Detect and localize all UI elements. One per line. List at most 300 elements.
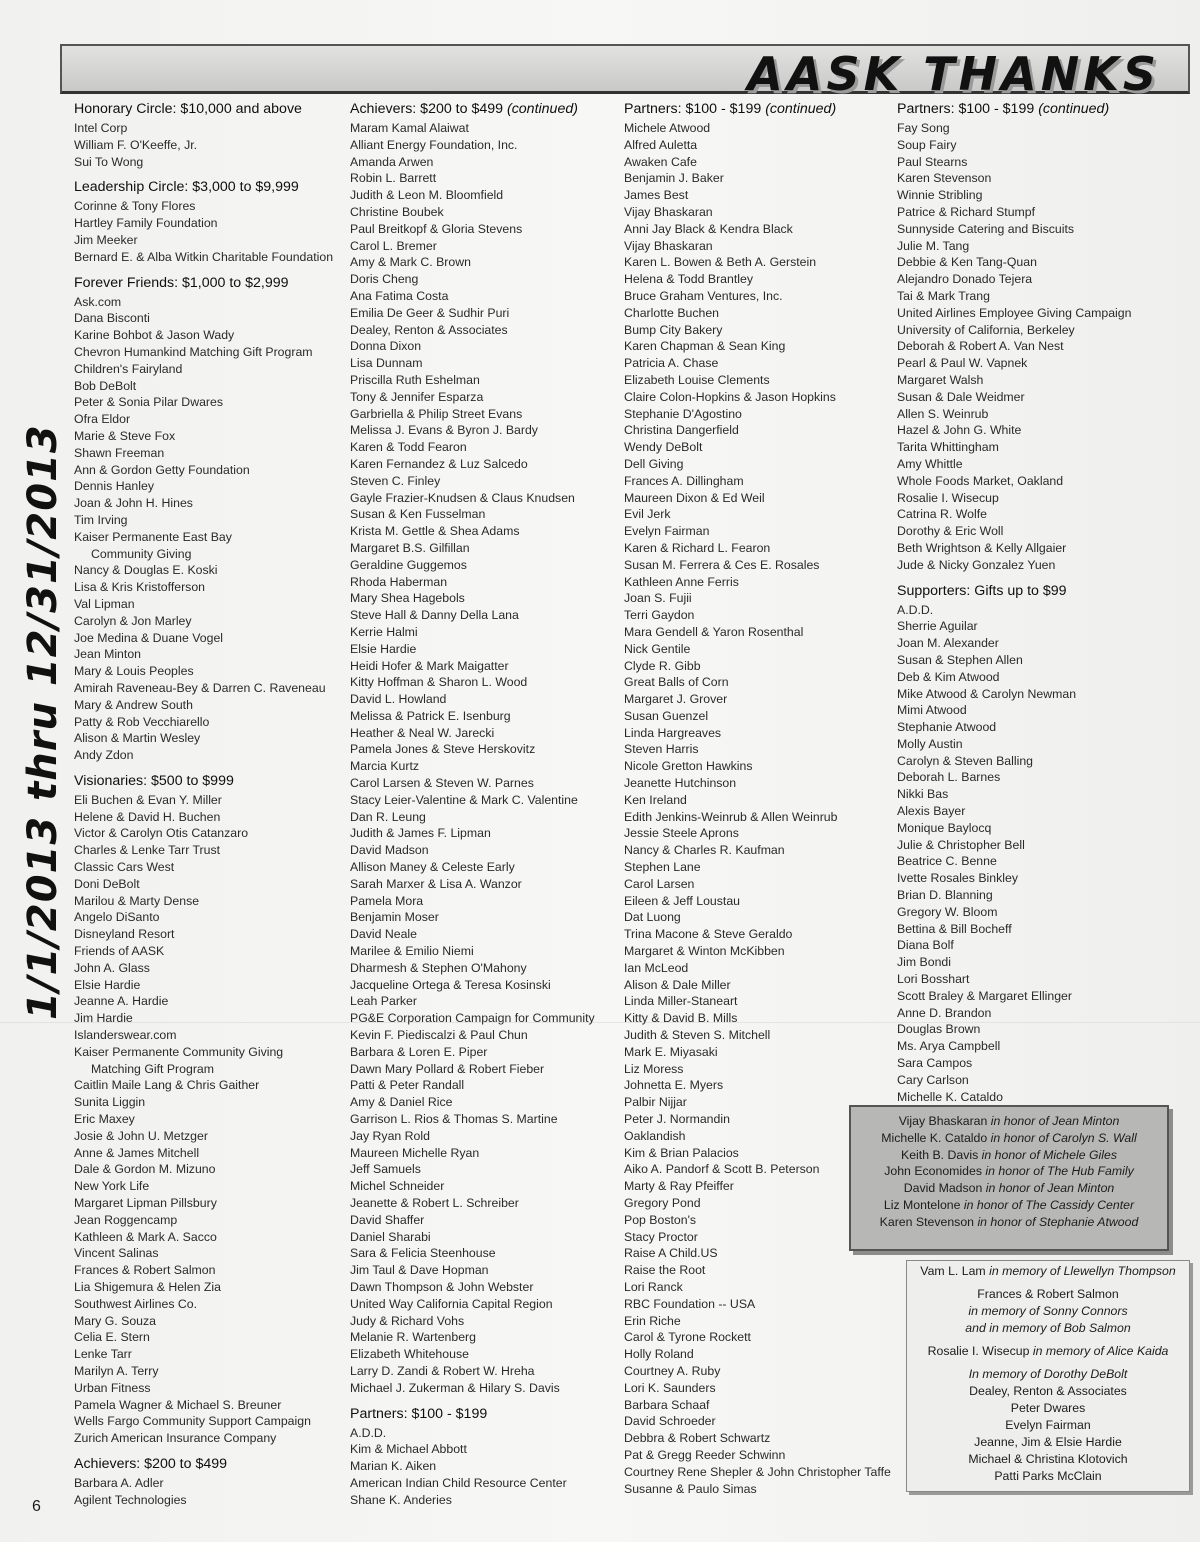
- donor-name: Douglas Brown: [897, 1022, 981, 1037]
- donor-name: Kitty & David B. Mills: [624, 1011, 738, 1026]
- donor-name: Raise the Root: [624, 1263, 706, 1278]
- continued-label: (continued): [1038, 101, 1110, 117]
- section-heading: [74, 275, 344, 292]
- section-heading: [350, 101, 620, 118]
- donor-name: Elsie Hardie: [74, 977, 141, 992]
- donor-name: Community Giving: [91, 546, 192, 561]
- donor-name: Linda Miller-Staneart: [624, 994, 738, 1009]
- donor-name: Kim & Brian Palacios: [624, 1145, 739, 1160]
- donor-name: Karen Stevenson: [897, 171, 992, 186]
- donor-name: Carolyn & Jon Marley: [74, 613, 192, 628]
- donor-name: Marilee & Emilio Niemi: [350, 944, 474, 959]
- donor-name: Barbara A. Adler: [74, 1475, 164, 1490]
- donor-name: Dat Luong: [624, 910, 681, 925]
- memory-tribute-line: [911, 1417, 1185, 1434]
- donor-name: Jim Taul & Dave Hopman: [350, 1263, 489, 1278]
- donor-name: Patricia A. Chase: [624, 356, 719, 371]
- tribute-donor: Michael & Christina Klotovich: [968, 1452, 1128, 1466]
- donor-name: Geraldine Guggemos: [350, 557, 467, 572]
- donor-name: David Schroeder: [624, 1414, 716, 1429]
- donor-name: Paul Breitkopf & Gloria Stevens: [350, 221, 523, 236]
- tribute-donor: Dealey, Renton & Associates: [969, 1384, 1127, 1398]
- tribute-donor: Patti Parks McClain: [994, 1469, 1102, 1483]
- honor-tribute-line: [855, 1197, 1163, 1214]
- donor-name: Krista M. Gettle & Shea Adams: [350, 524, 520, 539]
- donor-name: Melanie R. Wartenberg: [350, 1330, 476, 1345]
- donor-name: Mark E. Miyasaki: [624, 1044, 718, 1059]
- donor-name: Helena & Todd Brantley: [624, 272, 753, 287]
- donor-name: United Way California Capital Region: [350, 1296, 553, 1311]
- tribute-donor: Vijay Bhaskaran: [898, 1114, 988, 1128]
- section-gap: [350, 1397, 620, 1403]
- donor-name: Margaret J. Grover: [624, 692, 728, 707]
- donor-name: Jude & Nicky Gonzalez Yuen: [897, 557, 1056, 572]
- tribute-donor: Liz Montelone: [883, 1197, 961, 1212]
- donor-name: RBC Foundation -- USA: [624, 1296, 756, 1311]
- section-heading: [350, 1406, 620, 1423]
- donor-name: United Airlines Employee Giving Campaign: [897, 305, 1132, 320]
- donor-name: Erin Riche: [624, 1313, 681, 1328]
- donor-name: Classic Cars West: [74, 860, 175, 875]
- donor-column-4: [897, 98, 1187, 1105]
- donor-name: Rhoda Haberman: [350, 574, 448, 589]
- section-heading-text: Achievers: $200 to $499: [74, 1455, 228, 1472]
- section-heading-text: Partners: $100 - $199: [350, 1405, 488, 1422]
- donor-name: Benjamin Moser: [350, 910, 439, 925]
- donor-name: Zurich American Insurance Company: [74, 1431, 277, 1446]
- donor-name: Oaklandish: [624, 1128, 686, 1143]
- donor-name: Emilia De Geer & Sudhir Puri: [350, 305, 510, 320]
- donor-name: Pamela Jones & Steve Herskovitz: [350, 742, 536, 757]
- donor-name: Catrina R. Wolfe: [897, 507, 987, 522]
- section-heading-text: Partners: $100 - $199: [897, 101, 1035, 117]
- donor-name: Sara & Felicia Steenhouse: [350, 1246, 496, 1261]
- donor-name: Daniel Sharabi: [350, 1229, 431, 1244]
- donor-name: Tarita Whittingham: [897, 440, 999, 455]
- donor-name: Steven Harris: [624, 742, 699, 757]
- donor-name: Frances A. Dillingham: [624, 473, 744, 488]
- donor-name: Michael J. Zukerman & Hilary S. Davis: [350, 1380, 560, 1395]
- donor-name: Dawn Mary Pollard & Robert Fieber: [350, 1061, 545, 1076]
- memory-tribute-line: [911, 1434, 1185, 1451]
- continued-label: (continued): [506, 101, 578, 117]
- donor-name: Karine Bohbot & Jason Wady: [74, 328, 235, 343]
- donor-name: Gayle Frazier-Knudsen & Claus Knudsen: [350, 490, 575, 505]
- donor-name: Caitlin Maile Lang & Chris Gaither: [74, 1078, 260, 1093]
- section-heading: [74, 773, 344, 790]
- donor-name: Ann & Gordon Getty Foundation: [74, 462, 250, 477]
- tribute-donor: Michelle K. Cataldo: [881, 1130, 988, 1145]
- donor-column-1: [74, 98, 344, 1509]
- date-range-label: 1/1/2013 thru 12/31/2013: [20, 424, 66, 1020]
- donor-name: Terri Gaydon: [624, 608, 695, 623]
- donor-name: Aiko A. Pandorf & Scott B. Peterson: [624, 1162, 820, 1177]
- donor-name: Winnie Stribling: [897, 188, 983, 203]
- donor-name: Raise A Child.US: [624, 1246, 718, 1261]
- donor-name: Shawn Freeman: [74, 445, 165, 460]
- donor-name: Michelle K. Cataldo: [897, 1089, 1003, 1104]
- memory-tribute-line: [911, 1383, 1185, 1400]
- donor-name: Matching Gift Program: [91, 1061, 215, 1076]
- donor-name: Jessie Steele Aprons: [624, 826, 739, 841]
- section-gap: [74, 764, 344, 770]
- donor-name: Karen Chapman & Sean King: [624, 339, 786, 354]
- tribute-note: in honor of Carolyn S. Wall: [990, 1130, 1137, 1145]
- donor-name: Michel Schneider: [350, 1179, 445, 1194]
- donor-name: Debbra & Robert Schwartz: [624, 1431, 771, 1446]
- tribute-note: in honor of Jean Minton: [985, 1181, 1115, 1196]
- donor-name: Judith & Steven S. Mitchell: [624, 1028, 771, 1043]
- donor-name: Stacy Leier-Valentine & Mark C. Valentine: [350, 792, 578, 807]
- donor-name: Barbara & Loren E. Piper: [350, 1044, 488, 1059]
- donor-name: Mara Gendell & Yaron Rosenthal: [624, 624, 804, 639]
- donor-name: Patrice & Richard Stumpf: [897, 204, 1036, 219]
- donor-name: Tim Irving: [74, 512, 128, 527]
- donor-name: Marilyn A. Terry: [74, 1363, 159, 1378]
- honor-tribute-line: [855, 1147, 1163, 1164]
- donor-name: Cary Carlson: [897, 1072, 969, 1087]
- donor-name: Carol Larsen & Steven W. Parnes: [350, 776, 534, 791]
- donor-name: Heidi Hofer & Mark Maigatter: [350, 658, 509, 673]
- donor-name: Mary G. Souza: [74, 1313, 157, 1328]
- memory-tribute-line: [911, 1343, 1185, 1360]
- donor-name: Paul Stearns: [897, 154, 968, 169]
- memory-tribute-line: [911, 1263, 1185, 1280]
- section-heading-text: Visionaries: $500 to $999: [74, 772, 234, 789]
- donor-name: Hartley Family Foundation: [74, 216, 218, 231]
- donor-name: Nancy & Charles R. Kaufman: [624, 843, 785, 858]
- donor-name: Wells Fargo Community Support Campaign: [74, 1414, 311, 1429]
- donor-name: Angelo DiSanto: [74, 910, 160, 925]
- donor-name: Karen & Todd Fearon: [350, 440, 467, 455]
- donor-name: Gregory W. Bloom: [897, 904, 998, 919]
- section-heading-text: Achievers: $200 to $499: [350, 101, 504, 117]
- donor-name: Sherrie Aguilar: [897, 619, 978, 634]
- donor-name: Maram Kamal Alaiwat: [350, 121, 469, 135]
- donor-name: Pop Boston's: [624, 1212, 697, 1227]
- donor-name: Alison & Martin Wesley: [74, 731, 201, 746]
- memory-tribute-line: [911, 1468, 1185, 1485]
- donor-name: Agilent Technologies: [74, 1492, 187, 1507]
- donor-name: American Indian Child Resource Center: [350, 1475, 567, 1490]
- donor-name: Doni DeBolt: [74, 876, 140, 891]
- tribute-note: in honor of The Hub Family: [985, 1164, 1134, 1179]
- donor-name: Marcia Kurtz: [350, 759, 420, 774]
- donor-name: Stacy Proctor: [624, 1229, 698, 1244]
- section-gap: [74, 170, 344, 176]
- donor-name: Evelyn Fairman: [624, 524, 710, 539]
- donor-name: Pamela Wagner & Michael S. Breuner: [74, 1397, 282, 1412]
- donor-name: Elizabeth Whitehouse: [350, 1347, 469, 1362]
- donor-name: Deb & Kim Atwood: [897, 669, 1000, 684]
- donor-name: Bump City Bakery: [624, 322, 723, 337]
- donor-name: Ms. Arya Campbell: [897, 1039, 1001, 1054]
- donor-name: Awaken Cafe: [624, 154, 697, 169]
- donor-name: Charles & Lenke Tarr Trust: [74, 843, 221, 858]
- donor-name: Karen Fernandez & Luz Salcedo: [350, 456, 528, 471]
- donor-name: Amy & Mark C. Brown: [350, 255, 471, 270]
- donor-name: Jeanette Hutchinson: [624, 776, 737, 791]
- donor-name: Joan & John H. Hines: [74, 496, 193, 511]
- donor-name: Liz Moress: [624, 1061, 684, 1076]
- donor-name: Alejandro Donado Tejera: [897, 272, 1033, 287]
- donor-name: Anni Jay Black & Kendra Black: [624, 221, 793, 236]
- donor-name: Elsie Hardie: [350, 641, 417, 656]
- donor-name: A.D.D.: [897, 602, 934, 617]
- donor-name: Lori Bosshart: [897, 972, 970, 987]
- donor-name: Amanda Arwen: [350, 154, 434, 169]
- honor-tribute-line: [855, 1214, 1163, 1231]
- donor-name: Kaiser Permanente East Bay: [74, 529, 232, 544]
- donor-name: Disneyland Resort: [74, 927, 175, 942]
- donor-name: David Neale: [350, 927, 417, 942]
- donor-name: Sara Campos: [897, 1056, 973, 1071]
- donor-name: Brian D. Blanning: [897, 888, 993, 903]
- donor-name: Soup Fairy: [897, 137, 957, 152]
- tribute-note: in memory of Llewellyn Thompson: [989, 1264, 1176, 1278]
- donor-name: Val Lipman: [74, 596, 135, 611]
- section-gap: [74, 1447, 344, 1453]
- donor-name: Stephanie Atwood: [897, 720, 997, 735]
- donor-name: Rosalie I. Wisecup: [897, 490, 999, 505]
- tribute-donor: Rosalie I. Wisecup: [927, 1344, 1030, 1358]
- donor-name: Amirah Raveneau-Bey & Darren C. Raveneau: [74, 680, 326, 695]
- donor-name: Alliant Energy Foundation, Inc.: [350, 137, 518, 152]
- donor-name: Amy Whittle: [897, 456, 963, 471]
- donor-name: Holly Roland: [624, 1347, 694, 1362]
- donor-name: Leah Parker: [350, 994, 417, 1009]
- tribute-note: in memory of Alice Kaida: [1032, 1344, 1169, 1358]
- donor-name: Hazel & John G. White: [897, 423, 1022, 438]
- donor-name: Islanderswear.com: [74, 1028, 177, 1043]
- memory-tribute-line: [911, 1303, 1185, 1320]
- donor-name: Molly Austin: [897, 736, 963, 751]
- donor-name: Fay Song: [897, 121, 950, 135]
- donor-name: Beatrice C. Benne: [897, 854, 997, 869]
- page-number: 6: [32, 1498, 41, 1515]
- donor-name: Julie M. Tang: [897, 238, 970, 253]
- donor-name: Pearl & Paul W. Vapnek: [897, 356, 1028, 371]
- donor-name: Dharmesh & Stephen O'Mahony: [350, 960, 527, 975]
- donor-name: Ian McLeod: [624, 960, 689, 975]
- donor-name: Dorothy & Eric Woll: [897, 524, 1004, 539]
- donor-name: Johnetta E. Myers: [624, 1078, 724, 1093]
- tribute-donor: David Madson: [903, 1181, 983, 1196]
- donor-name: Eric Maxey: [74, 1112, 135, 1127]
- donor-name: Mary & Andrew South: [74, 697, 193, 712]
- honor-tribute-line: [855, 1130, 1163, 1147]
- section-heading-text: Honorary Circle: $10,000 and above: [74, 101, 302, 117]
- donor-name: Lisa & Kris Kristofferson: [74, 580, 205, 595]
- donor-name: Jay Ryan Rold: [350, 1128, 430, 1143]
- donor-name: Tony & Jennifer Esparza: [350, 389, 484, 404]
- section-heading: [897, 101, 1187, 118]
- donor-name: Bob DeBolt: [74, 378, 137, 393]
- donor-name: University of California, Berkeley: [897, 322, 1075, 337]
- donor-name: Margaret Lipman Pillsbury: [74, 1196, 217, 1211]
- donor-name: Lenke Tarr: [74, 1347, 132, 1362]
- donor-name: Susan & Ken Fusselman: [350, 507, 486, 522]
- donor-name: Jeanne A. Hardie: [74, 994, 169, 1009]
- tribute-note: in honor of Jean Minton: [990, 1114, 1120, 1128]
- section-heading: [74, 101, 344, 118]
- donor-name: Marian K. Aiken: [350, 1459, 437, 1474]
- section-heading: [74, 1456, 344, 1473]
- honor-tributes-box: [849, 1105, 1169, 1251]
- donor-name: Stephanie D'Agostino: [624, 406, 742, 421]
- donor-name: Melissa & Patrick E. Isenburg: [350, 708, 511, 723]
- donor-name: Charlotte Buchen: [624, 305, 720, 320]
- donor-name: David L. Howland: [350, 692, 447, 707]
- donor-name: Nikki Bas: [897, 787, 949, 802]
- donor-name: New York Life: [74, 1179, 150, 1194]
- tribute-donor: Jeanne, Jim & Elsie Hardie: [974, 1435, 1122, 1449]
- donor-name: Judy & Richard Vohs: [350, 1313, 465, 1328]
- donor-name: Trina Macone & Steve Geraldo: [624, 927, 793, 942]
- donor-name: Carol Larsen: [624, 876, 695, 891]
- donor-name: Eli Buchen & Evan Y. Miller: [74, 792, 222, 807]
- donor-name: Susan M. Ferrera & Ces E. Rosales: [624, 557, 820, 572]
- donor-name: Patti & Peter Randall: [350, 1078, 465, 1093]
- donor-name: Ivette Rosales Binkley: [897, 871, 1018, 886]
- donor-name: Kathleen & Mark A. Sacco: [74, 1229, 217, 1244]
- donor-name: Joan M. Alexander: [897, 636, 999, 651]
- donor-name: Eileen & Jeff Loustau: [624, 893, 740, 908]
- donor-name: Michele Atwood: [624, 121, 711, 135]
- memory-tributes-box: [906, 1260, 1190, 1492]
- donor-name: Nick Gentile: [624, 641, 691, 656]
- section-heading: [897, 583, 1187, 600]
- donor-name: Jacqueline Ortega & Teresa Kosinski: [350, 977, 551, 992]
- donor-name: Kitty Hoffman & Sharon L. Wood: [350, 675, 528, 690]
- page-title: AASK THANKS: [747, 47, 1160, 101]
- donor-name: Friends of AASK: [74, 944, 165, 959]
- tribute-donor: Evelyn Fairman: [1005, 1418, 1091, 1432]
- donor-name: Jean Roggencamp: [74, 1212, 178, 1227]
- donor-name: Judith & James F. Lipman: [350, 826, 491, 841]
- donor-name: Debbie & Ken Tang-Quan: [897, 255, 1037, 270]
- donor-name: Dan R. Leung: [350, 809, 426, 824]
- donor-name: Deborah L. Barnes: [897, 770, 1001, 785]
- donor-name: Lori Ranck: [624, 1279, 683, 1294]
- donor-name: Robin L. Barrett: [350, 171, 437, 186]
- tribute-donor: Karen Stevenson: [879, 1214, 975, 1229]
- donor-name: Ana Fatima Costa: [350, 288, 449, 303]
- donor-name: Joe Medina & Duane Vogel: [74, 630, 224, 645]
- donor-name: Garrison L. Rios & Thomas S. Martine: [350, 1112, 558, 1127]
- donor-name: Susan & Stephen Allen: [897, 652, 1023, 667]
- donor-name: Larry D. Zandi & Robert W. Hreha: [350, 1363, 535, 1378]
- donor-column-2: [350, 98, 620, 1509]
- donor-name: Kaiser Permanente Community Giving: [74, 1044, 284, 1059]
- donor-name: Benjamin J. Baker: [624, 171, 724, 186]
- tribute-note: In memory of Dorothy DeBolt: [968, 1367, 1128, 1381]
- section-heading-text: Forever Friends: $1,000 to $2,999: [74, 274, 289, 291]
- section-heading-text: Leadership Circle: $3,000 to $9,999: [74, 179, 299, 196]
- donor-name: Mary Shea Hagebols: [350, 591, 465, 606]
- donor-name: Dana Bisconti: [74, 311, 150, 326]
- section-heading: [624, 101, 899, 118]
- donor-name: Julie & Christopher Bell: [897, 837, 1025, 852]
- donor-name: Marie & Steve Fox: [74, 428, 176, 443]
- donor-name: Scott Braley & Margaret Ellinger: [897, 988, 1072, 1003]
- donor-name: Chevron Humankind Matching Gift Program: [74, 344, 313, 359]
- donor-name: Vijay Bhaskaran: [624, 238, 713, 253]
- donor-name: Sarah Marxer & Lisa A. Wanzor: [350, 876, 522, 891]
- donor-name: Steve Hall & Danny Della Lana: [350, 608, 519, 623]
- tribute-note: and in memory of Bob Salmon: [965, 1321, 1131, 1335]
- donor-name: Mike Atwood & Carolyn Newman: [897, 686, 1077, 701]
- donor-name: William F. O'Keeffe, Jr.: [74, 137, 198, 152]
- donor-name: Susan Guenzel: [624, 708, 709, 723]
- donor-name: Nicole Gretton Hawkins: [624, 759, 753, 774]
- donor-name: Jim Bondi: [897, 955, 951, 970]
- donor-name: Margaret & Winton McKibben: [624, 944, 785, 959]
- donor-name: Bruce Graham Ventures, Inc.: [624, 288, 783, 303]
- section-heading-text: Partners: $100 - $199: [624, 101, 762, 117]
- donor-name: Dennis Hanley: [74, 479, 154, 494]
- donor-name: Tai & Mark Trang: [897, 288, 990, 303]
- donor-name: Pat & Gregg Reeder Schwinn: [624, 1447, 786, 1462]
- tribute-donor: Peter Dwares: [1010, 1401, 1086, 1415]
- donor-name: Kevin F. Piediscalzi & Paul Chun: [350, 1028, 528, 1043]
- honor-tribute-line: [855, 1113, 1163, 1130]
- tribute-donor: John Economides: [884, 1164, 982, 1179]
- donor-name: Doris Cheng: [350, 272, 419, 287]
- donor-name: Sunnyside Catering and Biscuits: [897, 221, 1075, 236]
- memory-tribute-line: [911, 1400, 1185, 1417]
- donor-name: Judith & Leon M. Bloomfield: [350, 188, 504, 203]
- header-banner: [60, 44, 1190, 101]
- memory-tribute-line: [911, 1320, 1185, 1337]
- donor-name: David Madson: [350, 843, 429, 858]
- tribute-note: in honor of Michele Giles: [981, 1147, 1117, 1162]
- donor-name: Anne D. Brandon: [897, 1005, 992, 1020]
- donor-name: Garbriella & Philip Street Evans: [350, 406, 523, 421]
- donor-name: Priscilla Ruth Eshelman: [350, 372, 480, 387]
- donor-name: Kerrie Halmi: [350, 624, 418, 639]
- donor-name: Sui To Wong: [74, 154, 144, 169]
- donor-name: Marty & Ray Pfeiffer: [624, 1179, 734, 1194]
- donor-name: Great Balls of Corn: [624, 675, 729, 690]
- donor-name: Amy & Daniel Rice: [350, 1095, 453, 1110]
- donor-name: Donna Dixon: [350, 339, 422, 354]
- tribute-donor: Frances & Robert Salmon: [977, 1287, 1119, 1301]
- donor-name: Melissa J. Evans & Byron J. Bardy: [350, 423, 538, 438]
- donor-name: Helene & David H. Buchen: [74, 809, 221, 824]
- donor-name: Courtney Rene Shepler & John Christopher Taffe: [624, 1464, 891, 1479]
- donor-name: Ken Ireland: [624, 792, 687, 807]
- memory-tribute-line: [911, 1366, 1185, 1383]
- donor-name: Christine Boubek: [350, 204, 444, 219]
- donor-name: Jeanette & Robert L. Schreiber: [350, 1196, 519, 1210]
- donor-name: Josie & John U. Metzger: [74, 1128, 208, 1143]
- donor-name: Claire Colon-Hopkins & Jason Hopkins: [624, 389, 836, 404]
- donor-name: Diana Bolf: [897, 938, 954, 953]
- donor-name: Bettina & Bill Bocheff: [897, 921, 1012, 936]
- donor-name: Southwest Airlines Co.: [74, 1296, 198, 1311]
- donor-name: Vijay Bhaskaran: [624, 204, 713, 219]
- donor-name: David Shaffer: [350, 1212, 425, 1227]
- tribute-donor: Vam L. Lam: [920, 1264, 986, 1278]
- donor-name: Children's Fairyland: [74, 361, 183, 376]
- donor-name: Joan S. Fujii: [624, 591, 692, 606]
- donor-name: Karen & Richard L. Fearon: [624, 540, 771, 555]
- donor-name: Monique Baylocq: [897, 820, 992, 835]
- section-gap: [74, 266, 344, 272]
- honor-tribute-line: [855, 1163, 1163, 1180]
- donor-name: Intel Corp: [74, 121, 128, 135]
